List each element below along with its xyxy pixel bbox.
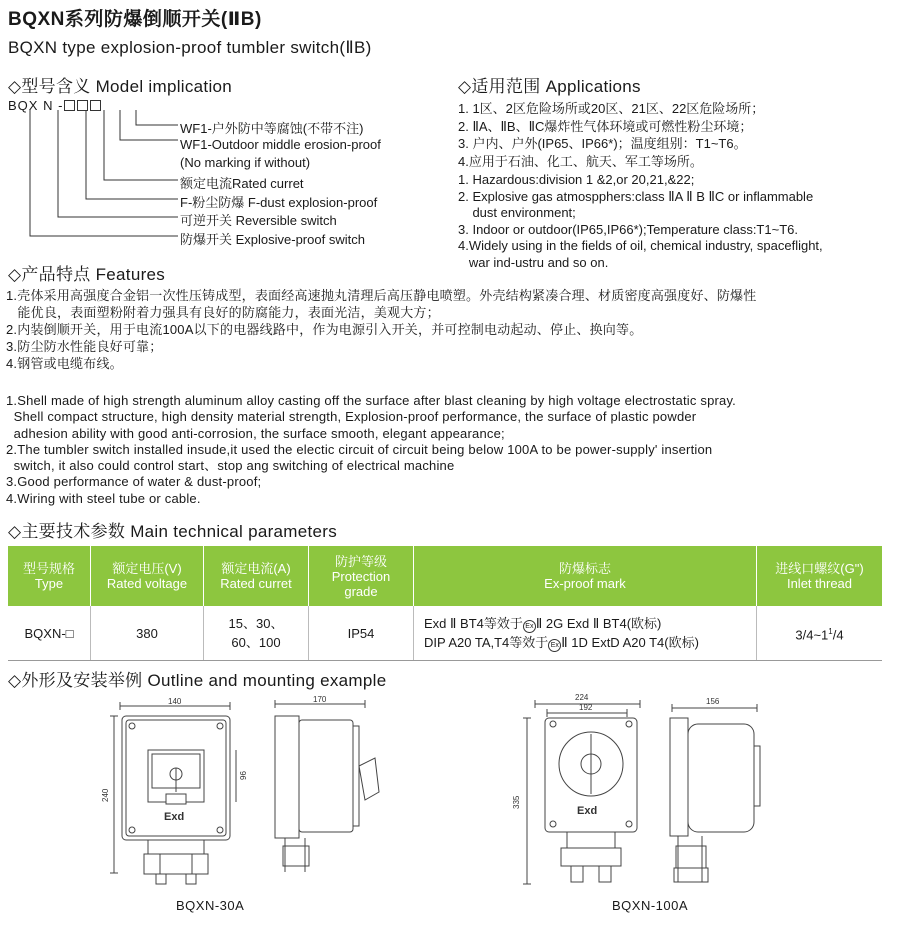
params-header-row (8, 546, 882, 606)
feature-item: 3.Good performance of water & dust-proof; (6, 474, 262, 490)
exd-label: Exd (164, 811, 185, 823)
page-title: BQXN系列防爆倒顺开关(ⅡB) (8, 9, 262, 30)
dim-140: 140 (168, 698, 182, 706)
outline-heading: ◇外形及安装举例 Outline and mounting example (8, 671, 387, 690)
params-heading: ◇主要技术参数 Main technical parameters (8, 522, 338, 541)
feature-item: 3.防尘防水性能良好可靠； (6, 339, 163, 354)
feature-item: switch, it also could control start、stop ang switching of electrical machine (6, 458, 455, 474)
params-table (8, 546, 882, 661)
model-item: 可逆开关 Reversible switch (180, 213, 337, 228)
model-code-prefix: BQX N - (8, 98, 64, 113)
application-item: 3. 户内、户外(IP65、IP66*)；温度组别：T1~T6。 (458, 136, 747, 151)
model-item: WF1-Outdoor middle erosion-proof (180, 137, 381, 152)
ex-symbol-icon: Ex (523, 620, 536, 633)
features-zh (6, 287, 756, 372)
feature-item: 4.钢管或电缆布线。 (6, 356, 123, 371)
col-ex-mark: 防爆标志 Ex-proof mark (414, 546, 757, 606)
page-subtitle: BQXN type explosion-proof tumbler switch(ⅡB) (8, 38, 372, 57)
model-item: (No marking if without) (180, 155, 311, 170)
application-item: 2. ⅡA、ⅡB、ⅡC爆炸性气体环境或可燃性粉尘环境； (458, 118, 753, 134)
features-heading: ◇产品特点 Features (8, 265, 166, 284)
bqxn-30a-side-drawing (265, 696, 395, 876)
application-item: 1. Hazardous:division 1 &2,or 20,21,&22; (458, 172, 695, 187)
bqxn-30a-front-drawing (100, 698, 250, 898)
cell-voltage: 380 (91, 606, 204, 661)
col-current: 额定电流(A) Rated curret (204, 546, 309, 606)
model-item: 防爆开关 Explosive-proof switch (180, 232, 365, 247)
applications-zh (458, 100, 764, 170)
table-row (8, 606, 882, 661)
dim-156: 156 (706, 697, 720, 706)
model-item: WF1-户外防中等腐蚀(不带不注) (180, 121, 364, 136)
dim-240: 240 (101, 788, 110, 802)
application-item: 4.应用于石油、化工、航天、军工等场所。 (458, 153, 703, 169)
col-protection: 防护等级 Protection grade (309, 546, 414, 606)
exd-label: Exd (577, 805, 598, 817)
application-item: war ind-ustru and so on. (458, 254, 609, 270)
feature-item: 2.内装倒顺开关，用于电流100A以下的电器线路中，作为电源引入开关，并可控制电动起动、停止、换向等。 (6, 322, 643, 337)
bqxn-100a-front-drawing (505, 694, 655, 899)
application-item: 4.Widely using in the fields of oil, chemical industry, spaceflight, (458, 238, 823, 253)
feature-item: 2.The tumbler switch installed insude,it used the electic circuit of circuit being below 100A to be power-supply' insertion (6, 441, 713, 457)
cell-current: 15、30、 60、100 (204, 606, 309, 661)
caption-bqxn-100a: BQXN-100A (612, 898, 689, 913)
feature-item: 4.Wiring with steel tube or cable. (6, 490, 201, 506)
dim-224: 224 (575, 694, 589, 702)
model-item: 额定电流Rated curret (180, 176, 304, 191)
dim-192: 192 (579, 703, 593, 712)
feature-item: adhesion ability with good anti-corrosion, the surface smooth, elegant appearance; (6, 425, 505, 441)
feature-item: Shell compact structure, high density material strength, Explosion-proof performance, the surface of plastic powder (6, 409, 697, 425)
cell-inlet-thread: $3/4\sim 1^1/4$ (757, 606, 883, 661)
col-type: 型号规格 Type (8, 546, 91, 606)
caption-bqxn-30a: BQXN-30A (176, 898, 245, 913)
application-item: 1. 1区、2区危险场所或20区、21区、22区危险场所； (458, 101, 765, 116)
model-code-leader-lines (0, 0, 190, 250)
application-item: 3. Indoor or outdoor(IP65,IP66*);Temperature class:T1~T6. (458, 221, 798, 237)
feature-item: 1.壳体采用高强度合金铝一次性压铸成型，表面经高速抛丸清理后高压静电喷塑。外壳结构紧凑合理、材质密度高强度好、防爆性 (6, 288, 757, 303)
applications-heading: ◇适用范围 Applications (458, 77, 641, 96)
col-voltage: 额定电压(V) Rated voltage (91, 546, 204, 606)
feature-item: 能优良，表面塑粉附着力强具有良好的防腐能力，表面光洁，美观大方； (6, 305, 440, 320)
bqxn-100a-side-drawing (662, 696, 772, 896)
cell-type: BQXN-□ (8, 606, 91, 661)
dim-170: 170 (313, 696, 327, 704)
application-item: 2. Explosive gas atmospphers:class ⅡA Ⅱ B ⅡC or inflammable (458, 188, 814, 204)
features-en (6, 393, 736, 507)
col-inlet-thread: 进线口螺纹(G") Inlet thread (757, 546, 883, 606)
model-heading: ◇型号含义 Model implication (8, 77, 233, 96)
ex-symbol-icon: Ex (548, 639, 561, 652)
dim-96: 96 (239, 771, 248, 780)
dim-335: 335 (512, 795, 521, 809)
cell-protection: IP54 (309, 606, 414, 661)
model-item: F-粉尘防爆 F-dust explosion-proof (180, 195, 378, 210)
feature-item: 1.Shell made of high strength aluminum alloy casting off the surface after blast cleaning by high voltage electrostatic spray. (6, 393, 736, 408)
application-item: dust environment; (458, 205, 576, 220)
applications-en (458, 172, 823, 271)
cell-ex-mark: Exd Ⅱ BT4等效于 Ex Ⅱ 2G Exd Ⅱ BT4(欧标) DIP A20 TA,T4等效于 Ex Ⅱ 1D ExtD A20 T4(欧标) (414, 606, 757, 661)
